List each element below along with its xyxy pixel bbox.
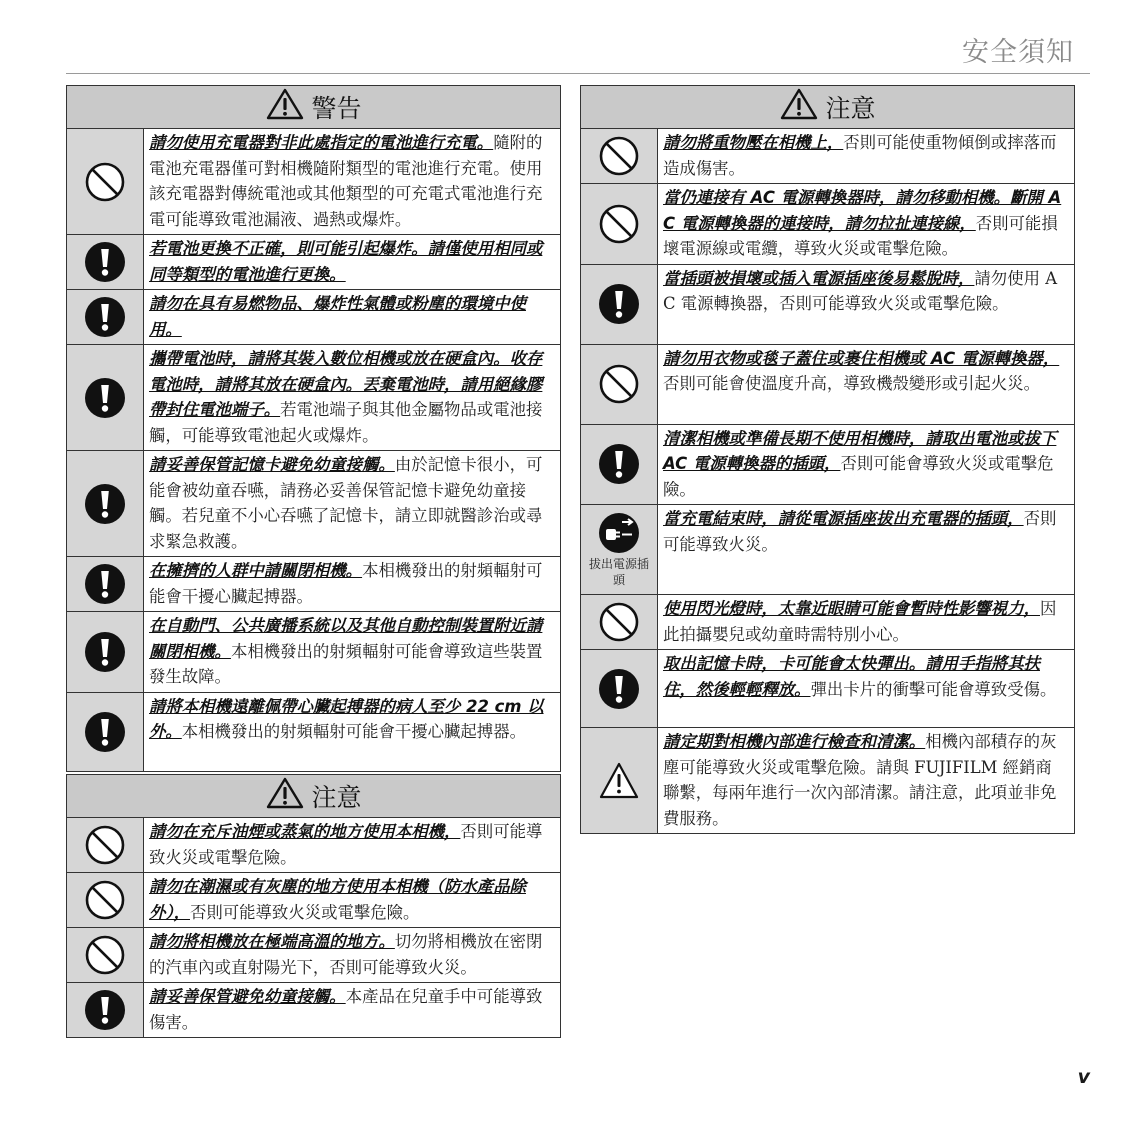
row-icon-cell xyxy=(581,595,658,649)
emphasized-text: 清潔相機或準備長期不使用相機時，請取出電池或拔下 AC 電源轉換器的插頭， xyxy=(663,428,1057,473)
emphasized-text: 在自動門、公共廣播系統以及其他自動控制裝置附近請關閉相機。 xyxy=(149,616,543,661)
exclamation-icon xyxy=(84,377,126,419)
body-text: 否則可能使重物傾倒或摔落而造成傷害。 xyxy=(663,133,1057,178)
caution-triangle-icon xyxy=(598,760,640,802)
body-text: 相機內部積存的灰塵可能導致火災或電擊危險。請與 FUJIFILM 經銷商聯繫，每兩年進行一次內部清潔。請注意，此項並非免費服務。 xyxy=(663,732,1057,828)
emphasized-text: 若電池更換不正確，則可能引起爆炸。請僅使用相同或同等類型的電池進行更換。 xyxy=(149,239,543,284)
exclamation-icon xyxy=(84,296,126,338)
row-text xyxy=(658,345,1074,424)
row-text xyxy=(144,451,560,556)
body-text: 否則可能導致火災。 xyxy=(663,509,1057,554)
row-text xyxy=(144,290,560,344)
emphasized-text: 在擁擠的人群中請關閉相機。 xyxy=(149,561,363,580)
row-text xyxy=(144,928,560,982)
safety-row xyxy=(581,595,1074,650)
caution-panel-left-header xyxy=(67,775,560,818)
row-icon-cell xyxy=(67,290,144,344)
title-rule xyxy=(66,73,1090,74)
caution-panel-right-header xyxy=(581,86,1074,129)
emphasized-text: 請妥善保管避免幼童接觸。 xyxy=(149,987,346,1006)
exclamation-icon xyxy=(598,668,640,710)
exclamation-icon xyxy=(84,631,126,673)
row-icon-cell xyxy=(581,184,658,264)
row-icon-cell xyxy=(581,345,658,424)
body-text: 切勿將相機放在密閉的汽車內或直射陽光下，否則可能導致火災。 xyxy=(149,932,543,977)
row-icon-cell xyxy=(581,728,658,833)
emphasized-text: 請勿在潮濕或有灰塵的地方使用本相機（防水產品除外）， xyxy=(149,877,526,922)
safety-row xyxy=(581,184,1074,265)
row-text xyxy=(658,505,1074,594)
safety-row xyxy=(67,612,560,693)
prohibition-icon xyxy=(598,203,640,245)
row-icon-cell xyxy=(67,693,144,771)
body-text: 否則可能損壞電源線或電纜，導致火災或電擊危險。 xyxy=(663,213,1058,258)
row-icon-cell xyxy=(67,873,144,927)
row-text xyxy=(144,612,560,692)
emphasized-text: 取出記憶卡時，卡可能會太快彈出。請用手指將其扶住，然後輕輕釋放。 xyxy=(663,654,1040,699)
row-icon-cell xyxy=(67,928,144,982)
page-title: 安全須知 xyxy=(962,37,1074,68)
row-text xyxy=(658,265,1074,344)
row-text xyxy=(658,129,1074,183)
body-text: 彈出卡片的衝擊可能會導致受傷。 xyxy=(810,679,1057,699)
icon-caption: 拔出電源插頭 xyxy=(589,556,650,587)
row-icon-cell xyxy=(67,818,144,872)
body-text: 否則可能會使溫度升高，導致機殼變形或引起火災。 xyxy=(663,374,1040,393)
prohibition-icon xyxy=(84,934,126,976)
emphasized-text: 當充電結束時，請從電源插座拔出充電器的插頭， xyxy=(663,509,1024,528)
safety-row xyxy=(67,235,560,290)
emphasized-text: 請勿用衣物或毯子蓋住或裹住相機或 AC 電源轉換器， xyxy=(663,348,1060,368)
body-text: 否則可能導致火災或電擊危險。 xyxy=(189,902,420,922)
safety-row xyxy=(581,425,1074,506)
caution-panel-left-rows xyxy=(67,818,560,1037)
row-text xyxy=(144,873,560,927)
emphasized-text: 請勿在具有易燃物品、爆炸性氣體或粉塵的環境中使用。 xyxy=(149,294,526,339)
exclamation-icon xyxy=(84,711,126,753)
prohibition-icon xyxy=(598,135,640,177)
exclamation-icon xyxy=(84,563,126,605)
unplug-icon xyxy=(598,512,640,554)
emphasized-text: 請定期對相機內部進行檢查和清潔。 xyxy=(663,732,926,751)
body-text: 由於記憶卡很小，可能會被幼童吞嚥，請務必妥善保管記憶卡避免幼童接觸。若兒童不小心吞嚥了記憶卡，請立即就醫診治或尋求緊急救護。 xyxy=(149,455,543,551)
row-icon-cell xyxy=(581,650,658,727)
row-text xyxy=(658,595,1074,649)
safety-row xyxy=(67,693,560,771)
safety-row xyxy=(67,451,560,557)
warning-panel-rows xyxy=(67,129,560,771)
row-icon-cell xyxy=(581,425,658,505)
safety-row xyxy=(67,345,560,451)
caution-panel-left xyxy=(66,774,561,1038)
warning-panel xyxy=(66,85,561,772)
emphasized-text: 當插頭被損壞或插入電源插座後易鬆脫時， xyxy=(663,268,975,288)
emphasized-text: 請勿使用充電器對非此處指定的電池進行充電。 xyxy=(149,133,494,152)
body-text: 請勿使用 AC 電源轉換器，否則可能導致火災或電擊危險。 xyxy=(663,268,1058,313)
body-text: 本相機發出的射頻輻射可能會導致這些裝置發生故障。 xyxy=(149,641,543,686)
warning-panel-header xyxy=(67,86,560,129)
row-text xyxy=(144,235,560,289)
emphasized-text: 請勿將重物壓在相機上， xyxy=(663,133,844,152)
safety-row xyxy=(67,290,560,345)
row-text xyxy=(144,818,560,872)
exclamation-icon xyxy=(84,241,126,283)
prohibition-icon xyxy=(84,879,126,921)
safety-row xyxy=(67,928,560,983)
safety-row xyxy=(581,345,1074,425)
caution-panel-right-title: 注意 xyxy=(825,94,876,123)
body-text: 否則可能會導致火災或電擊危險。 xyxy=(663,454,1054,499)
safety-row xyxy=(581,265,1074,345)
row-icon-cell xyxy=(67,235,144,289)
caution-panel-right xyxy=(580,85,1075,834)
body-text: 本相機發出的射頻輻射可能會干擾心臟起搏器。 xyxy=(181,722,526,741)
body-text: 本相機發出的射頻輻射可能會干擾心臟起搏器。 xyxy=(149,561,543,606)
exclamation-icon xyxy=(598,443,640,485)
row-text xyxy=(658,184,1074,264)
caution-triangle-icon xyxy=(779,87,819,127)
prohibition-icon xyxy=(598,363,640,405)
warning-panel-title: 警告 xyxy=(311,94,362,123)
caution-triangle-icon xyxy=(265,87,305,127)
row-icon-cell xyxy=(581,129,658,183)
emphasized-text: 請將本相機遠離佩帶心臟起搏器的病人至少 22 cm 以外。 xyxy=(149,696,544,741)
row-text xyxy=(658,728,1074,833)
emphasized-text: 當仍連接有 AC 電源轉換器時，請勿移動相機。斷開 AC 電源轉換器的連接時，請勿拉扯連接線， xyxy=(663,188,1062,233)
caution-triangle-icon xyxy=(265,776,305,816)
caution-panel-right-rows xyxy=(581,129,1074,833)
row-text xyxy=(144,983,560,1037)
prohibition-icon xyxy=(598,601,640,643)
row-text xyxy=(144,557,560,611)
body-text: 隨附的電池充電器僅可對相機隨附類型的電池進行充電。使用該充電器對傳統電池或其他類型的可充電式電池進行充電可能導致電池漏液、過熱或爆炸。 xyxy=(149,133,543,229)
prohibition-icon xyxy=(84,824,126,866)
row-text xyxy=(658,425,1074,505)
exclamation-icon xyxy=(84,989,126,1031)
safety-row xyxy=(581,129,1074,184)
exclamation-icon xyxy=(598,283,640,325)
caution-panel-left-title: 注意 xyxy=(311,783,362,812)
emphasized-text: 請妥善保管記憶卡避免幼童接觸。 xyxy=(149,455,395,474)
emphasized-text: 攜帶電池時，請將其裝入數位相機或放在硬盒內。收存電池時，請將其放在硬盒內。丟棄電池時，請用絕緣膠帶封住電池端子。 xyxy=(149,349,543,419)
emphasized-text: 請勿將相機放在極端高溫的地方。 xyxy=(149,932,395,951)
row-text xyxy=(144,129,560,234)
row-icon-cell xyxy=(581,505,658,594)
page-number: v xyxy=(1077,1066,1090,1088)
row-text xyxy=(658,650,1074,727)
body-text: 否則可能導致火災或電擊危險。 xyxy=(149,822,543,867)
row-icon-cell xyxy=(67,612,144,692)
row-icon-cell xyxy=(581,265,658,344)
safety-row xyxy=(67,983,560,1037)
row-icon-cell xyxy=(67,557,144,611)
row-icon-cell xyxy=(67,983,144,1037)
safety-row xyxy=(67,557,560,612)
row-text xyxy=(144,345,560,450)
emphasized-text: 使用閃光燈時，太靠近眼睛可能會暫時性影響視力， xyxy=(663,599,1040,618)
safety-row xyxy=(581,505,1074,595)
exclamation-icon xyxy=(84,483,126,525)
body-text: 因此拍攝嬰兒或幼童時需特別小心。 xyxy=(663,599,1057,644)
emphasized-text: 請勿在充斥油煙或蒸氣的地方使用本相機， xyxy=(149,822,461,841)
row-text xyxy=(144,693,560,771)
safety-row xyxy=(67,129,560,235)
row-icon-cell xyxy=(67,451,144,556)
prohibition-icon xyxy=(84,161,126,203)
body-text: 若電池端子與其他金屬物品或電池接觸，可能導致電池起火或爆炸。 xyxy=(149,400,543,445)
safety-row xyxy=(67,818,560,873)
body-text: 本產品在兒童手中可能導致傷害。 xyxy=(149,987,543,1032)
safety-row xyxy=(581,728,1074,833)
row-icon-cell xyxy=(67,129,144,234)
safety-row xyxy=(67,873,560,928)
row-icon-cell xyxy=(67,345,144,450)
safety-row xyxy=(581,650,1074,728)
